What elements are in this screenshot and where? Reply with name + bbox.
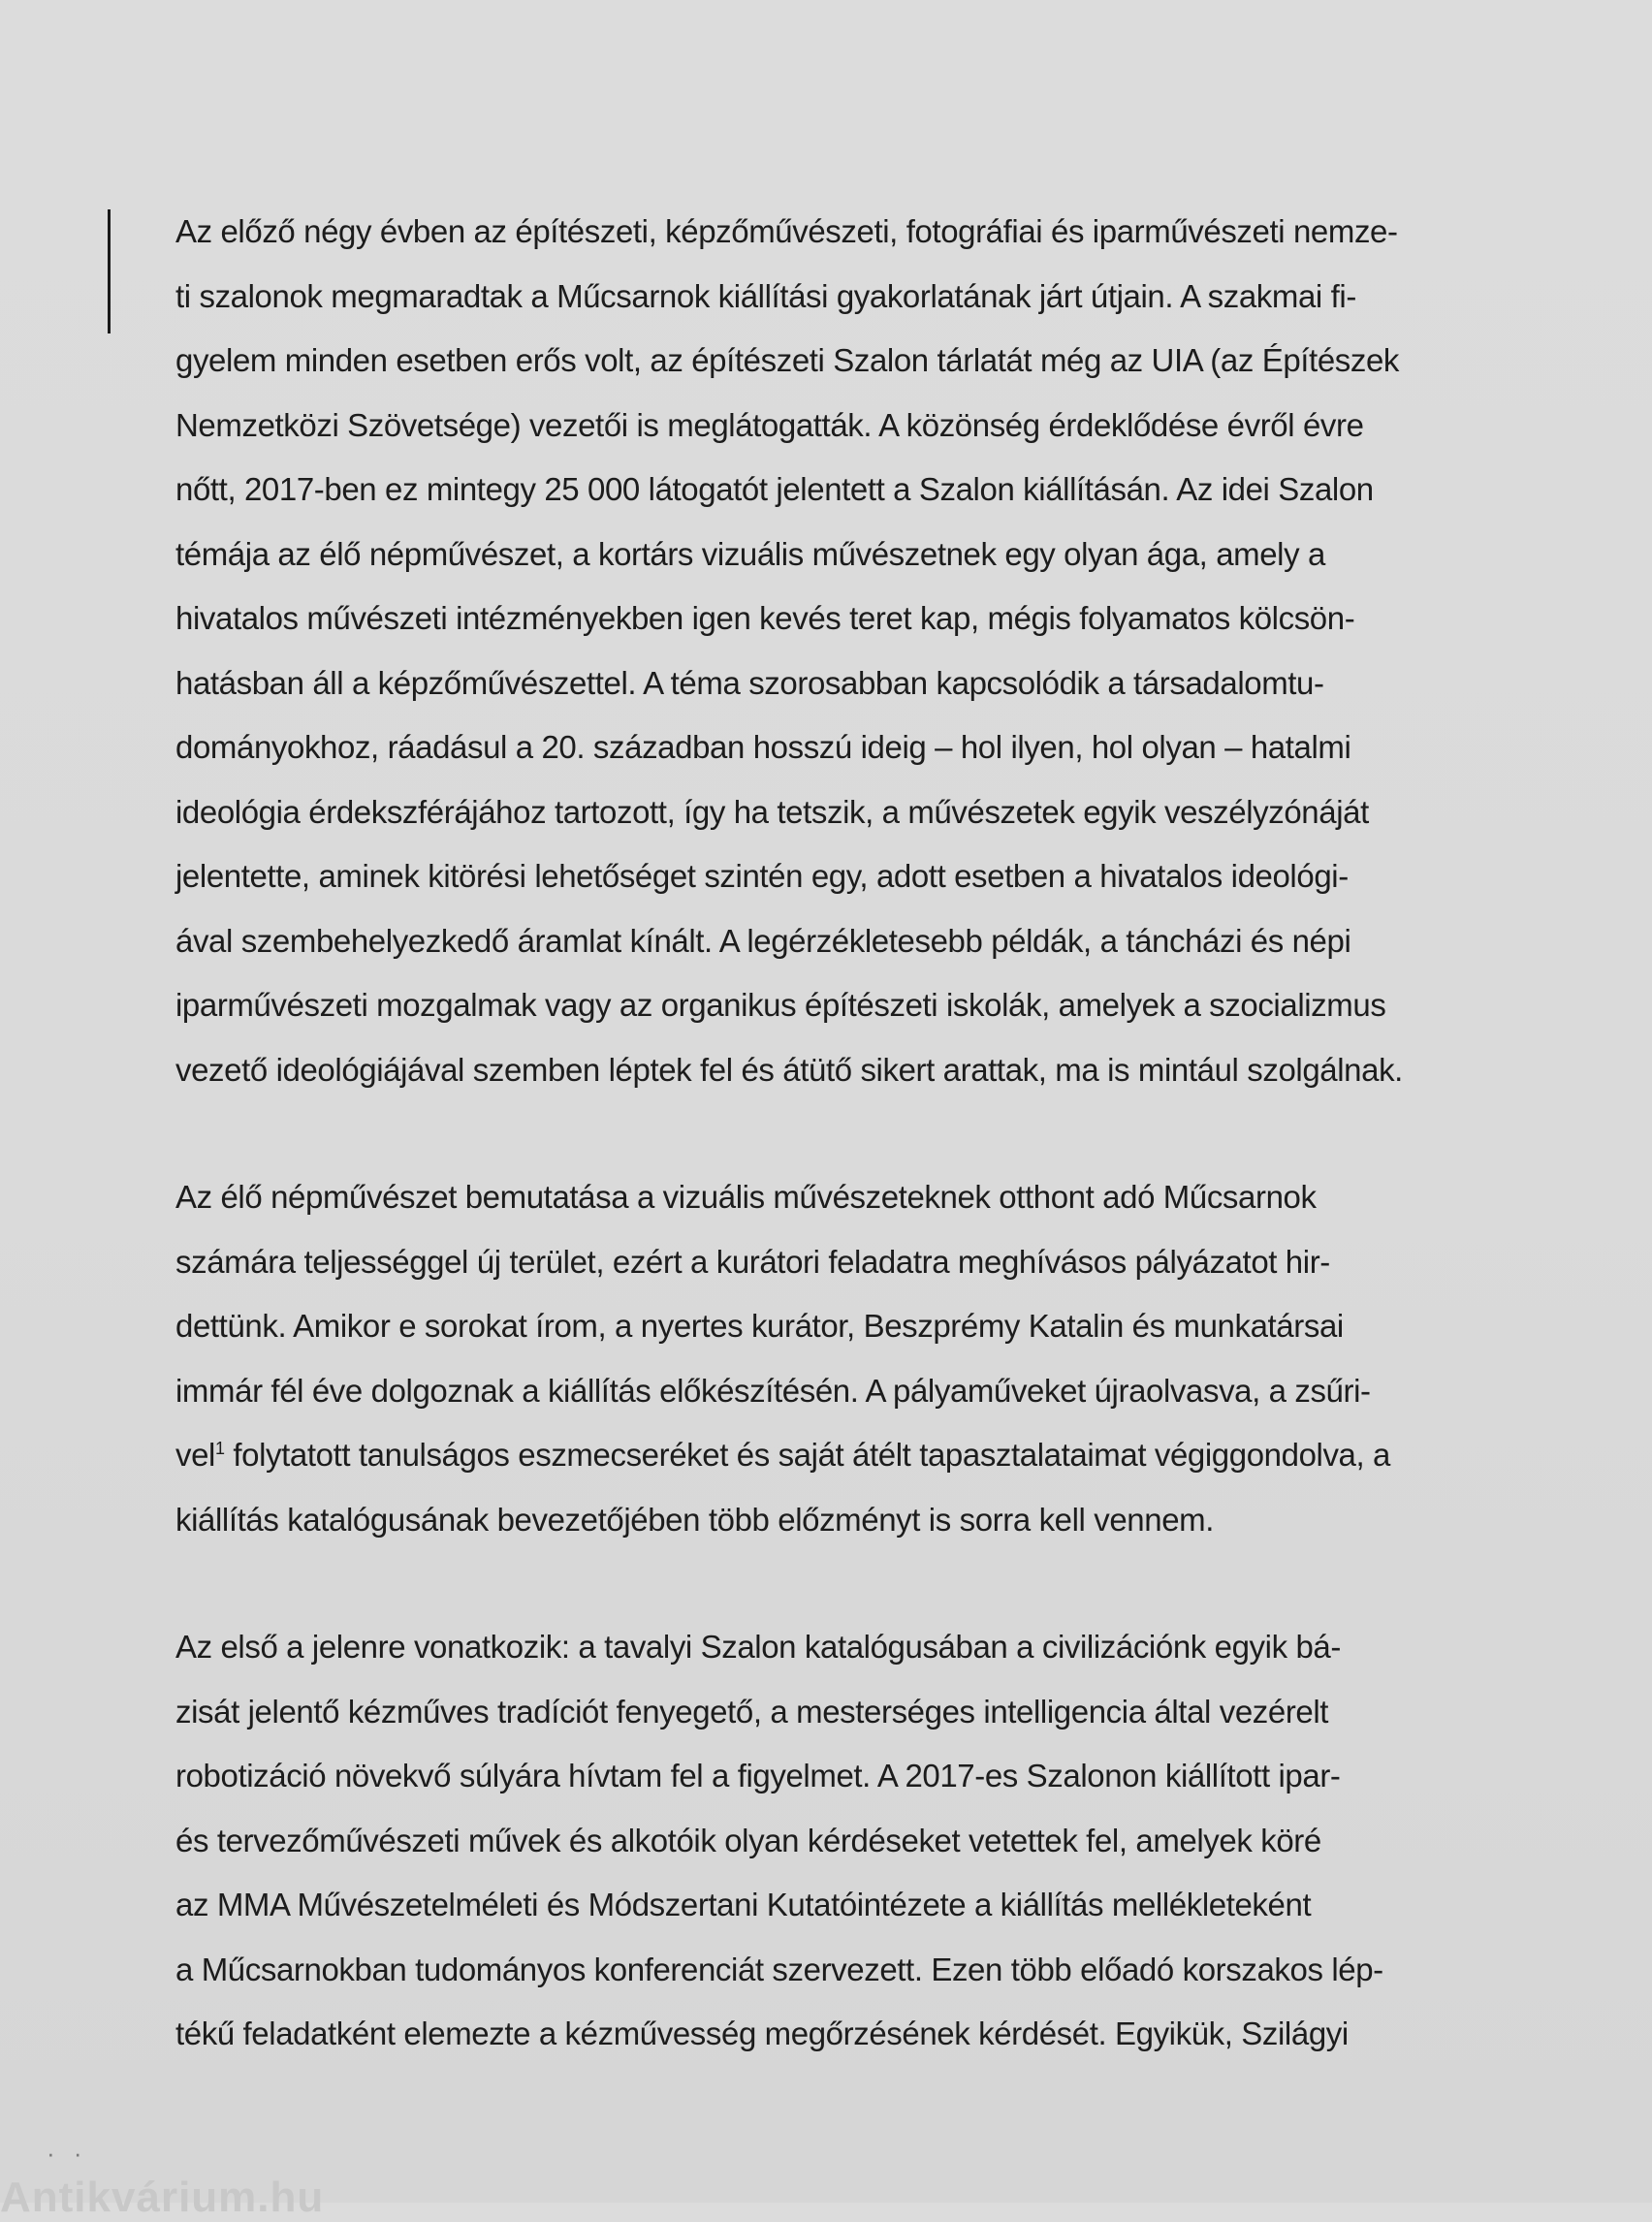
text-line: dományokhoz, ráadásul a 20. században hosszú ideig – hol ilyen, hol olyan – hatalmi <box>175 729 1351 765</box>
text-line: számára teljességgel új terület, ezért a kurátori feladatra meghívásos pályázatot hir- <box>175 1243 1330 1280</box>
footnote-marker[interactable]: 1 <box>215 1439 225 1458</box>
text-line: kiállítás katalógusának bevezetőjében több előzményt is sorra kell vennem. <box>175 1501 1215 1538</box>
paragraph-gap <box>175 1102 1475 1165</box>
text-line: iparművészeti mozgalmak vagy az organikus építészeti iskolák, amelyek a szocializmus <box>175 987 1386 1023</box>
text-line: zisát jelentő kézműves tradíciót fenyegető, a mesterséges intelligencia által vezérelt <box>175 1693 1329 1730</box>
text-line: vezető ideológiájával szemben léptek fel és átütő sikert arattak, ma is mintául szolgálnak. <box>175 1051 1403 1088</box>
text-line: és tervezőművészeti művek és alkotóik olyan kérdéseket vetettek fel, amelyek köré <box>175 1822 1321 1858</box>
text-line: Az első a jelenre vonatkozik: a tavalyi Szalon katalógusában a civilizációnk egyik bá- <box>175 1629 1341 1665</box>
line-start: vel <box>175 1437 215 1473</box>
text-line: Nemzetközi Szövetsége) vezetői is meglátogatták. A közönség érdeklődése évről évre <box>175 406 1364 443</box>
text-line: robotizáció növekvő súlyára hívtam fel a figyelmet. A 2017-es Szalonon kiállított ipar- <box>175 1758 1341 1793</box>
text-line: Az élő népművészet bemutatása a vizuális művészeteknek otthont adó Műcsarnok <box>175 1179 1317 1215</box>
paper-speck: · · <box>47 2139 88 2168</box>
text-line: dettünk. Amikor e sorokat írom, a nyertes kurátor, Beszprémy Katalin és munkatársai <box>175 1308 1344 1344</box>
text-line-with-footnote <box>175 1423 1475 1488</box>
text-line: hivatalos művészeti intézményekben igen kevés teret kap, mégis folyamatos kölcsön- <box>175 600 1355 636</box>
text-line: tékű feladatként elemezte a kézművesség megőrzésének kérdését. Egyikük, Szilágyi <box>175 2016 1349 2051</box>
paragraph-gap <box>175 1552 1475 1615</box>
body-text <box>175 200 1475 2067</box>
line-rest: folytatott tanulságos eszmecseréket és saját átélt tapasztalataimat végiggondolva, a <box>224 1437 1390 1473</box>
text-line: ideológia érdekszférájához tartozott, így ha tetszik, a művészetek egyik veszélyzónáját <box>175 793 1369 830</box>
margin-rule <box>108 209 111 333</box>
text-line: témája az élő népművészet, a kortárs vizuális művészetnek egy olyan ága, amely a <box>175 535 1325 572</box>
paragraph-3 <box>175 1615 1475 2067</box>
text-line: hatásban áll a képzőművészettel. A téma szorosabban kapcsolódik a társadalomtu- <box>175 664 1324 701</box>
text-line: gyelem minden esetben erős volt, az építészeti Szalon tárlatát még az UIA (az Építészek <box>175 342 1400 378</box>
text-line: nőtt, 2017-ben ez mintegy 25 000 látogatót jelentett a Szalon kiállításán. Az idei Szalon <box>175 471 1374 507</box>
text-line: a Műcsarnokban tudományos konferenciát szervezett. Ezen több előadó korszakos lép- <box>175 1951 1383 1987</box>
text-line: immár fél éve dolgoznak a kiállítás előkészítésén. A pályaműveket újraolvasva, a zsűri- <box>175 1372 1371 1409</box>
watermark: Antikvárium.hu <box>0 2174 325 2221</box>
text-line: ti szalonok megmaradtak a Műcsarnok kiállítási gyakorlatának járt útjain. A szakmai fi- <box>175 277 1356 314</box>
text-line: ával szembehelyezkedő áramlat kínált. A legérzékletesebb példák, a táncházi és népi <box>175 922 1351 959</box>
text-line: jelentette, aminek kitörési lehetőséget szintén egy, adott esetben a hivatalos ideológi- <box>175 858 1349 894</box>
paragraph-1 <box>175 200 1475 1102</box>
text-line: Az előző négy évben az építészeti, képzőművészeti, fotográfiai és iparművészeti nemze- <box>175 213 1398 249</box>
paragraph-2 <box>175 1165 1475 1552</box>
text-line: az MMA Művészetelméleti és Módszertani Kutatóintézete a kiállítás mellékleteként <box>175 1887 1312 1922</box>
